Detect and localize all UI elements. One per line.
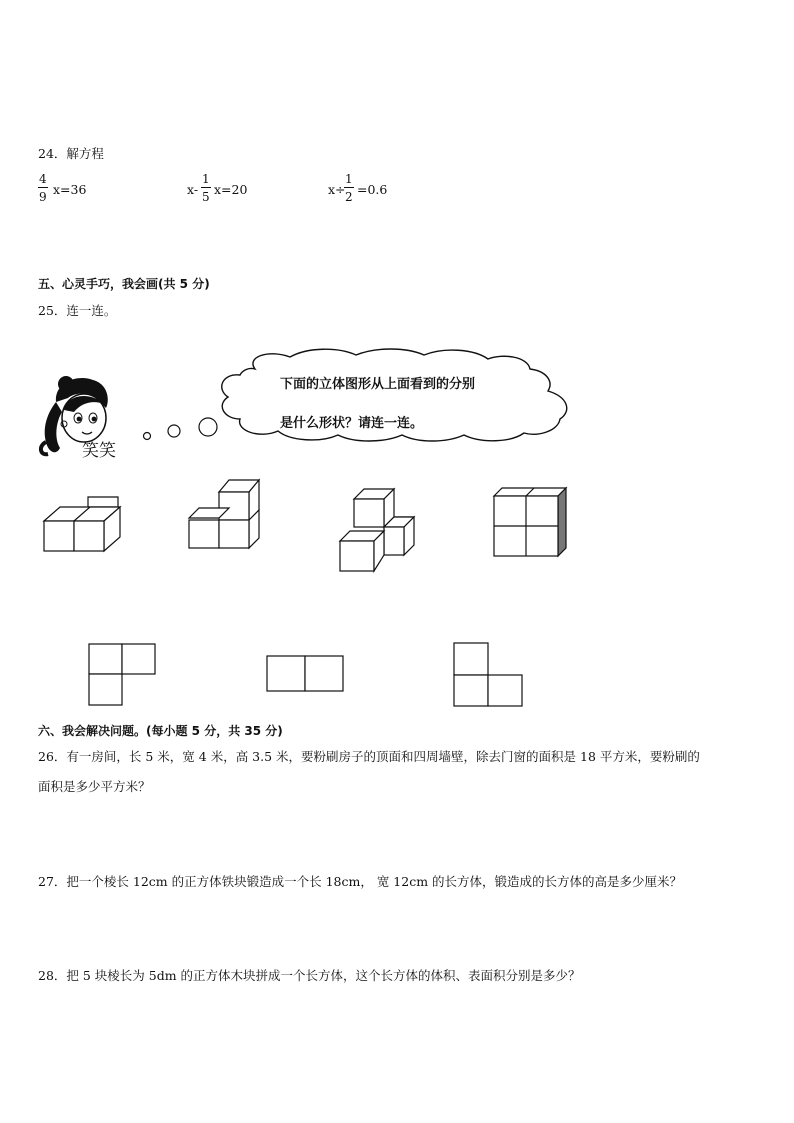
equation-prefix: x÷: [328, 182, 346, 197]
q26-line-2: 面积是多少平方米？: [38, 779, 151, 794]
denominator: 5: [202, 190, 210, 204]
equation-prefix: x-: [187, 182, 199, 197]
equation-rest: x=20: [214, 182, 248, 197]
solid-figure-4[interactable]: [490, 486, 570, 558]
solid-figure-2[interactable]: [187, 476, 267, 556]
top-view-shape-2[interactable]: [266, 655, 346, 693]
solid-figure-3[interactable]: [338, 487, 418, 575]
section-6-heading: 六、我会解决问题。(每小题 5 分，共 35 分): [38, 724, 283, 738]
fraction: [38, 173, 48, 203]
fraction: [201, 173, 211, 203]
solid-figure-1[interactable]: [40, 495, 130, 555]
numerator: 4: [39, 172, 47, 186]
bubble-line-2: 是什么形状？请连一连。: [280, 416, 424, 431]
top-view-shape-1[interactable]: [88, 643, 158, 707]
denominator: 2: [345, 190, 353, 204]
denominator: 9: [39, 190, 47, 204]
bubble-line-1: 下面的立体图形从上面看到的分别: [280, 377, 476, 392]
top-view-shape-3[interactable]: [453, 642, 525, 708]
fraction: [344, 173, 354, 203]
section-5-heading: 五、心灵手巧，我会画(共 5 分): [38, 277, 210, 291]
numerator: 1: [202, 172, 210, 186]
q24-title: 24．解方程: [38, 146, 104, 161]
equation-rest: =0.6: [357, 182, 388, 197]
q27: 27．把一个棱长 12cm 的正方体铁块锻造成一个长 18cm， 宽 12cm 的长方体，锻造成的长方体的高是多少厘米？: [38, 874, 683, 889]
numerator: 1: [345, 172, 353, 186]
q25-title: 25．连一连。: [38, 303, 117, 318]
character-name: 笑笑: [82, 441, 116, 461]
q26-line-1: 26．有一房间，长 5 米，宽 4 米，高 3.5 米，要粉刷房子的顶面和四周墙壁，除去门窗的面积是 18 平方米，要粉刷的: [38, 749, 700, 764]
q28: 28．把 5 块棱长为 5dm 的正方体木块拼成一个长方体，这个长方体的体积、表面积分别是多少？: [38, 968, 581, 983]
equation-rest: x=36: [53, 182, 87, 197]
